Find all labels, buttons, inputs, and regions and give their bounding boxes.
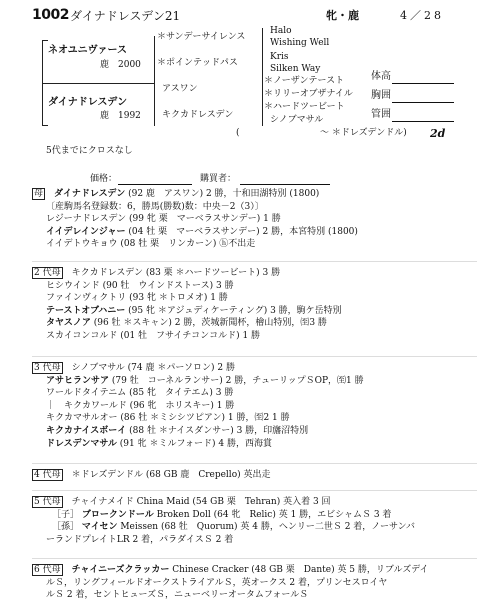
generation-tag: 5 代母 (34, 497, 61, 507)
family-row (32, 268, 280, 279)
family-row (46, 202, 264, 213)
family-row (52, 510, 391, 521)
row-text: キクカマサルオー (86 牡 ＊ミシシツピアン) 1 勝，㉃2 1 勝 (46, 413, 290, 424)
family-row (46, 426, 308, 437)
generation-tag: 3 代母 (34, 363, 61, 373)
cross-info: ～ ＊ドレズデンドル) (320, 128, 407, 138)
pedigree-line (154, 36, 155, 126)
family-row (46, 306, 342, 317)
row-text: ｜ キクカワールド (96 牝 ホリスキー) 1 勝 (46, 400, 235, 411)
family-row (46, 293, 228, 304)
section-divider (32, 356, 477, 357)
g3-4: Silken Way (270, 64, 321, 74)
horse-name-bold: イイデレインジャー (46, 226, 126, 237)
pedigree-line (42, 40, 48, 41)
lot-number: 1002 (32, 7, 69, 23)
section-divider (32, 261, 477, 262)
horse-name-bold: タヤスノア (46, 318, 91, 329)
row-text: ルＳ 2 着，セントヒューズＳ，ニューベリーオータムフォールＳ (46, 590, 309, 601)
family-row (46, 239, 255, 250)
height-field (392, 83, 454, 84)
family-row (32, 497, 331, 508)
buyer-field (240, 184, 330, 185)
row-text: 〔産駒馬名登録数：6，勝馬(勝数)数：中央－2（3）〕 (46, 201, 264, 212)
pedigree-line (262, 28, 263, 126)
row-text: キクカドレスデン (83 栗 ＊ハードツービート) 3 勝 (71, 268, 281, 278)
g3-7: ＊ハードツービート (264, 102, 345, 112)
row-detail: (79 牡 コーネルランサー) 2 勝，チューリップＳOP，㉃1 勝 (111, 375, 364, 386)
chest-label: 胸囲 (371, 90, 391, 101)
dam-name: ダイナドレスデン (48, 97, 128, 108)
horse-name-bold: キクカナイスボーイ (46, 426, 127, 436)
g3-3: Kris (270, 52, 289, 62)
section-divider (32, 558, 477, 559)
family-row (46, 227, 358, 238)
family-row (32, 565, 428, 576)
family-row (46, 388, 233, 399)
family-row (32, 363, 235, 374)
row-text: レジーナドレスデン (99 牝 栗 マーベラスサンデー) 1 勝 (46, 214, 281, 225)
horse-name-bold: マイセン (81, 522, 118, 533)
dam-info: 鹿 1992 (100, 111, 141, 121)
buyer-label: 購買者： (200, 174, 237, 184)
row-text: ヒシウインド (90 牡 ウインドストース) 3 勝 (46, 280, 234, 291)
horse-name-bold: テーストオブハニー (46, 305, 126, 316)
row-text: ルＳ，リングフィールドオークストライアルＳ，英オークス 2 着，プリンセスロイヤ (46, 577, 388, 588)
cross-mark: 2d (430, 127, 446, 140)
generation-tag: 4 代母 (34, 470, 61, 480)
row-detail: (92 鹿 アスワン) 2 勝，十和田湖特別 (1800) (128, 189, 320, 199)
family-row (46, 331, 260, 342)
g3-2: Wishing Well (270, 38, 330, 48)
horse-name-bold: ブロークンドール (81, 509, 154, 520)
generation-tag: 6 代母 (34, 565, 61, 575)
g3-8: シノブマサル (270, 115, 324, 125)
sex-color: 牝・鹿 (326, 9, 359, 22)
row-text: ワールドタイテニム (85 牝 タイテエム) 3 勝 (46, 388, 234, 399)
family-row (46, 590, 308, 601)
row-detail: Meissen (68 牡 Quorum) 英 4 勝，ヘンリー二世Ｓ 2 着，ノーサンバ (120, 522, 415, 533)
row-text: ーランドプレイトLR 2 着，パラダイスＳ 2 着 (46, 534, 234, 545)
horse-name-bold: チャイニーズクラッカー (71, 565, 170, 575)
generation-tag: 2 代母 (34, 268, 61, 278)
horse-name-bold: ドレスデンマサル (46, 438, 117, 449)
row-detail: (04 牡 栗 マーベラスサンデー) 2 勝，本宮特別 (1800) (128, 226, 358, 237)
row-detail: (88 牡 ＊ナイスダンサー) 3 勝，印旛沼特別 (129, 426, 309, 436)
family-row (46, 281, 234, 292)
g3-5: ＊ノーザンテースト (264, 76, 345, 86)
generation-tag: 母 (34, 189, 44, 199)
section-divider (32, 490, 477, 491)
cannon-label: 管囲 (371, 109, 391, 120)
g3-1: Halo (270, 26, 292, 36)
price-field (118, 184, 192, 185)
horse-name: ダイナドレスデン21 (70, 9, 181, 23)
row-text: ファインヴィクトリ (93 牝 ＊トロメオ) 1 勝 (46, 293, 228, 304)
sire-name: ネオユニヴァース (48, 45, 127, 56)
family-row (46, 401, 234, 412)
cross-open-paren: ( (236, 128, 240, 138)
cross-note: 5代までにクロスなし (46, 146, 133, 156)
family-row (46, 214, 281, 225)
row-text: イイデトウキョウ (08 牡 栗 リンカーン) ⓗ不出走 (46, 239, 256, 250)
family-row (46, 318, 327, 329)
row-text: チャイナメイド China Maid (54 GB 栗 Tehran) 英入着 3 回 (71, 497, 331, 507)
row-detail: Broken Doll (64 牝 Relic) 英 1 勝，エビシャムＳ 3 着 (156, 509, 392, 520)
height-label: 体高 (371, 71, 391, 82)
pedigree-line (42, 83, 154, 84)
row-text: シノブマサル (74 鹿 ＊パーソロン) 2 勝 (71, 363, 235, 373)
relation-label: ［子］ (52, 509, 80, 520)
row-text: スカイコンコルド (01 牡 フサイチコンコルド) 1 勝 (46, 331, 261, 341)
price-label: 価格： (90, 174, 118, 184)
cannon-field (392, 121, 454, 122)
row-detail: Chinese Cracker (48 GB 栗 Dante) 英 5 勝，リブルズデイ (172, 565, 429, 575)
ds-name: アスワン (162, 84, 198, 94)
family-row (32, 470, 270, 481)
row-detail: (91 牝 ＊ミルフォード) 4 勝，西海賞 (119, 438, 272, 449)
relation-label: ［孫］ (52, 522, 80, 533)
birth-date: 4／28 (400, 9, 444, 22)
g3-6: ＊リリーオブザナイル (264, 89, 353, 99)
horse-name-bold: アサヒランサア (46, 375, 110, 386)
row-detail: (95 牝 ＊アジュディケーティング) 3 勝，駒ケ岳特別 (128, 305, 342, 316)
family-row (46, 413, 290, 424)
family-row (46, 578, 387, 589)
family-row (46, 535, 233, 546)
ss-name: ＊サンデーサイレンス (157, 32, 246, 42)
family-row (32, 189, 319, 200)
family-row (46, 439, 272, 450)
sd-name: ＊ポインテッドパス (157, 58, 238, 68)
chest-field (392, 102, 454, 103)
section-divider (32, 463, 477, 464)
family-row (52, 522, 415, 533)
dd-name: キクカドレスデン (162, 110, 234, 120)
row-detail: (96 牡 ＊スキャン) 2 勝，茨城新聞杯，檜山特別，㉃3 勝 (93, 318, 327, 329)
pedigree-line (42, 125, 48, 126)
sire-info: 鹿 2000 (100, 60, 141, 70)
family-row (46, 376, 364, 387)
horse-name-bold: ダイナドレスデン (54, 189, 126, 199)
row-text: ＊ドレズデンドル (68 GB 鹿 Crepello) 英出走 (71, 470, 271, 480)
